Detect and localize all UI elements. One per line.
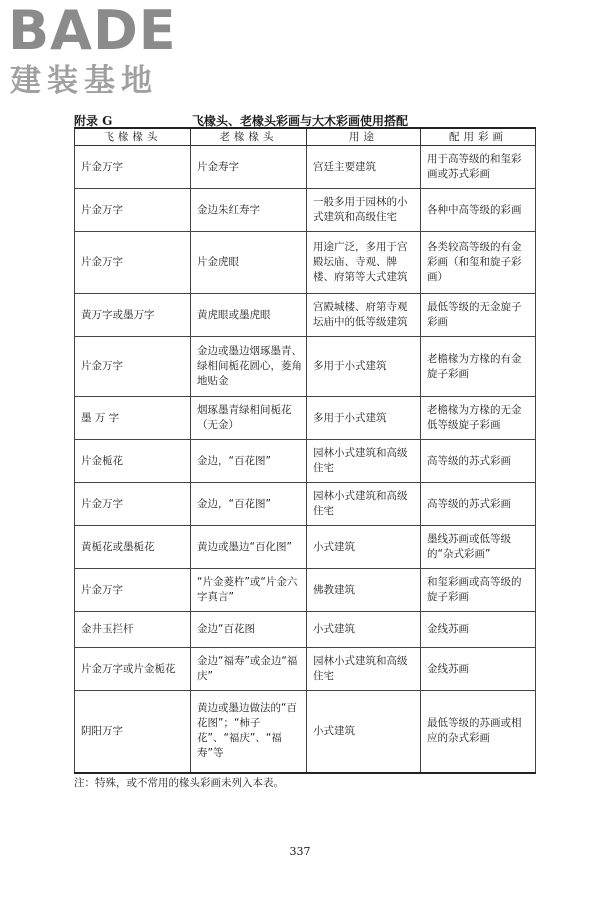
brand-logo [8,2,178,107]
cell-usage: 宫廷主要建筑 [307,146,421,189]
cell-matching-painting: 各类较高等级的有金彩画（和玺和旋子彩画） [421,232,536,294]
cell-flying-rafter: 片金万字 [75,569,191,612]
cell-matching-painting: 用于高等级的和玺彩画或苏式彩画 [421,146,536,189]
page-number: 337 [289,845,311,858]
cell-flying-rafter: 片金万字 [75,146,191,189]
cell-old-rafter: 黄虎眼或墨虎眼 [191,294,307,337]
table-title: 飞椽头、老椽头彩画与大木彩画使用搭配 [192,114,409,128]
cell-matching-painting: 各种中高等级的彩画 [421,189,536,232]
header-flying-rafter: 飞椽椽头 [75,128,191,146]
cell-usage: 佛教建筑 [307,569,421,612]
cell-flying-rafter: 片金万字或片金栀花 [75,648,191,691]
cell-usage: 小式建筑 [307,612,421,648]
table-row [75,232,536,294]
cell-old-rafter: 片金虎眼 [191,232,307,294]
header-usage: 用途 [307,128,421,146]
cell-matching-painting: 高等级的苏式彩画 [421,440,536,483]
cell-old-rafter: 黄边或墨边做法的“百花图”；“柿子花”、“福庆”、“福寿”等 [191,691,307,773]
cell-flying-rafter: 阴阳万字 [75,691,191,773]
table-row [75,648,536,691]
table-row [75,483,536,526]
logo-tagline: 建装基地 [10,63,158,99]
table-row [75,569,536,612]
logo-brand: BADE [8,0,177,62]
cell-flying-rafter: 片金万字 [75,483,191,526]
table-row [75,337,536,397]
cell-flying-rafter: 墨 万 字 [75,397,191,440]
cell-usage: 宫殿城楼、府第寺观坛庙中的低等级建筑 [307,294,421,337]
cell-usage: 多用于小式建筑 [307,337,421,397]
cell-old-rafter: 金边，“百花图” [191,440,307,483]
cell-old-rafter: 金边，“百花图” [191,483,307,526]
cell-matching-painting: 墨线苏画或低等级的“杂式彩画” [421,526,536,569]
cell-usage: 小式建筑 [307,691,421,773]
table-row [75,440,536,483]
cell-flying-rafter: 黄栀花或墨栀花 [75,526,191,569]
table-row [75,691,536,773]
cell-flying-rafter: 片金栀花 [75,440,191,483]
cell-matching-painting: 老檐椽为方椽的无金低等级旋子彩画 [421,397,536,440]
cell-old-rafter: 片金寿字 [191,146,307,189]
cell-usage: 园林小式建筑和高级住宅 [307,648,421,691]
cell-usage: 小式建筑 [307,526,421,569]
cell-matching-painting: 高等级的苏式彩画 [421,483,536,526]
cell-old-rafter: 金边朱红寿字 [191,189,307,232]
cell-old-rafter: 黄边或墨边“百化图” [191,526,307,569]
header-old-rafter: 老椽椽头 [191,128,307,146]
cell-old-rafter: “片金菱杵”或“片金六字真言” [191,569,307,612]
cell-matching-painting: 最低等级的苏画或相应的杂式彩画 [421,691,536,773]
cell-usage: 园林小式建筑和高级住宅 [307,483,421,526]
cell-flying-rafter: 片金万字 [75,189,191,232]
cell-matching-painting: 老檐椽为方椽的有金旋子彩画 [421,337,536,397]
cell-flying-rafter: 片金万字 [75,337,191,397]
table-row [75,397,536,440]
table-row [75,189,536,232]
cell-matching-painting: 和玺彩画或高等级的旋子彩画 [421,569,536,612]
table-row [75,146,536,189]
cell-usage: 园林小式建筑和高级住宅 [307,440,421,483]
cell-matching-painting: 最低等级的无金旋子彩画 [421,294,536,337]
table-row [75,612,536,648]
cell-old-rafter: 金边“福寿”或金边“福庆” [191,648,307,691]
cell-matching-painting: 金线苏画 [421,612,536,648]
cell-flying-rafter: 金井玉拦杆 [75,612,191,648]
table-footnote: 注：特殊，或不常用的椽头彩画未列入本表。 [74,777,284,789]
cell-old-rafter: 金边“百花图 [191,612,307,648]
cell-matching-painting: 金线苏画 [421,648,536,691]
cell-old-rafter: 金边或墨边烟琢墨青、绿相间栀花圆心，菱角地贴金 [191,337,307,397]
appendix-label: 附录 G [74,114,113,128]
cell-usage: 多用于小式建筑 [307,397,421,440]
table-row [75,526,536,569]
cell-usage: 用途广泛，多用于宫殿坛庙、寺观、牌楼、府第等大式建筑 [307,232,421,294]
table-row [75,294,536,337]
table-header-row [75,128,536,146]
header-matching-painting: 配用彩画 [421,128,536,146]
cell-flying-rafter: 黄万字或墨万字 [75,294,191,337]
rafter-painting-table [74,127,536,774]
cell-usage: 一般多用于园林的小式建筑和高级住宅 [307,189,421,232]
cell-old-rafter: 烟琢墨青绿相间栀花（无金） [191,397,307,440]
cell-flying-rafter: 片金万字 [75,232,191,294]
